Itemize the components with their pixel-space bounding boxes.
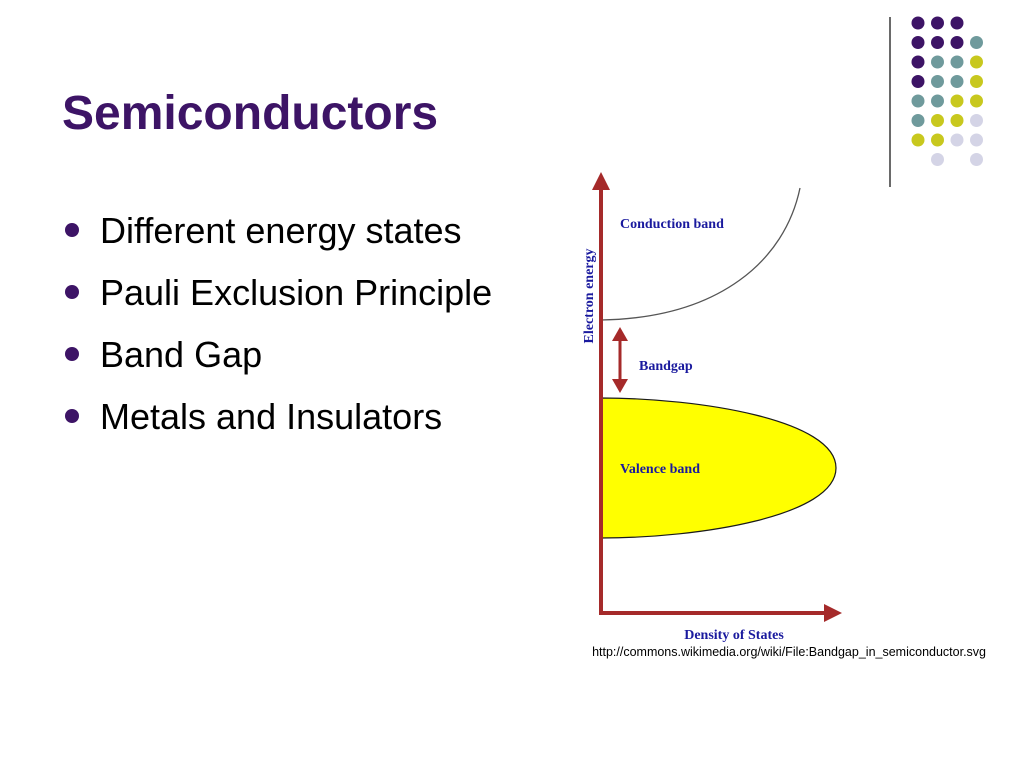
conduction-band-label: Conduction band — [620, 217, 724, 232]
y-axis-label: Electron energy — [582, 248, 597, 344]
valence-band-label: Valence band — [620, 462, 701, 477]
bullet-text: Metals and Insulators — [100, 396, 443, 437]
x-axis-arrow-icon — [824, 604, 842, 622]
bandgap-arrow-down-icon — [612, 379, 628, 393]
image-credit-link[interactable]: http://commons.wikimedia.org/wiki/File:Bandgap_in_semiconductor.svg — [592, 645, 986, 659]
conduction-band-curve — [601, 188, 800, 320]
bullet-text: Different energy states — [100, 210, 462, 251]
bandgap-label: Bandgap — [639, 359, 693, 374]
bullet-text: Band Gap — [100, 334, 263, 375]
y-axis-arrow-icon — [592, 172, 610, 190]
slide-title: Semiconductors — [62, 87, 439, 140]
bullet-text: Pauli Exclusion Principle — [100, 272, 493, 313]
bandgap-arrow-up-icon — [612, 327, 628, 341]
x-axis-label: Density of States — [684, 628, 784, 643]
